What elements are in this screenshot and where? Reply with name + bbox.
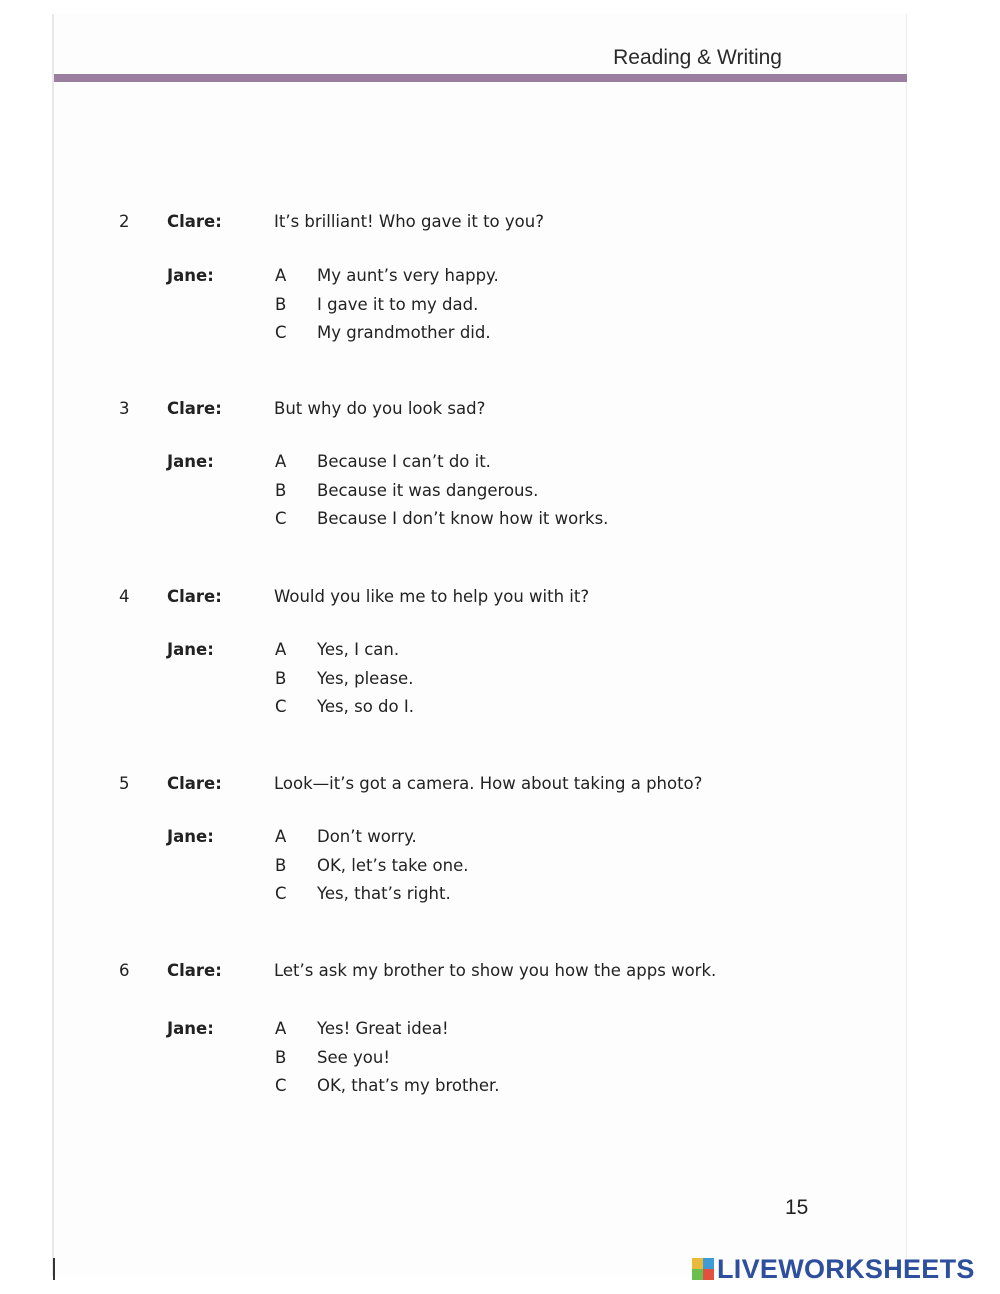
option-text: Yes, I can.	[317, 640, 400, 659]
option-text: I gave it to my dad.	[317, 295, 479, 314]
page-number: 15	[785, 1196, 809, 1219]
clare-line: Let’s ask my brother to show you how the apps work.	[274, 961, 717, 980]
option-letter: B	[275, 669, 287, 688]
scan-mark	[53, 1258, 55, 1280]
question-number: 4	[119, 587, 130, 606]
option-letter: B	[275, 1048, 287, 1067]
liveworksheets-logo-icon	[692, 1258, 714, 1280]
option-letter: A	[275, 452, 287, 471]
option-text: OK, let’s take one.	[317, 856, 469, 875]
speaker-clare: Clare:	[167, 399, 222, 418]
clare-line: It’s brilliant! Who gave it to you?	[274, 212, 544, 231]
page-edge	[52, 14, 54, 1276]
option-letter: C	[275, 509, 287, 528]
liveworksheets-brand[interactable]	[692, 1253, 975, 1285]
header-divider	[54, 74, 907, 82]
option-text: Because it was dangerous.	[317, 481, 539, 500]
speaker-jane: Jane:	[167, 640, 214, 659]
option-letter: C	[275, 323, 287, 342]
speaker-clare: Clare:	[167, 961, 222, 980]
clare-line: Would you like me to help you with it?	[274, 587, 590, 606]
option-letter: B	[275, 856, 287, 875]
question-number: 3	[119, 399, 130, 418]
clare-line: But why do you look sad?	[274, 399, 486, 418]
speaker-jane: Jane:	[167, 452, 214, 471]
speaker-jane: Jane:	[167, 266, 214, 285]
speaker-jane: Jane:	[167, 1019, 214, 1038]
option-letter: B	[275, 481, 287, 500]
speaker-clare: Clare:	[167, 587, 222, 606]
option-letter: B	[275, 295, 287, 314]
option-text: My aunt’s very happy.	[317, 266, 499, 285]
option-text: Because I can’t do it.	[317, 452, 491, 471]
option-text: Yes, that’s right.	[317, 884, 451, 903]
speaker-clare: Clare:	[167, 774, 222, 793]
question-number: 6	[119, 961, 130, 980]
option-text: Yes! Great idea!	[317, 1019, 449, 1038]
speaker-clare: Clare:	[167, 212, 222, 231]
option-text: OK, that’s my brother.	[317, 1076, 500, 1095]
speaker-jane: Jane:	[167, 827, 214, 846]
option-letter: A	[275, 640, 287, 659]
option-text: My grandmother did.	[317, 323, 491, 342]
option-letter: A	[275, 266, 287, 285]
option-letter: A	[275, 827, 287, 846]
question-number: 5	[119, 774, 130, 793]
option-text: See you!	[317, 1048, 390, 1067]
clare-line: Look—it’s got a camera. How about taking a photo?	[274, 774, 703, 793]
option-text: Yes, so do I.	[317, 697, 414, 716]
section-title: Reading & Writing	[613, 46, 782, 69]
option-letter: A	[275, 1019, 287, 1038]
option-text: Don’t worry.	[317, 827, 417, 846]
option-text: Yes, please.	[317, 669, 414, 688]
option-letter: C	[275, 1076, 287, 1095]
brand-name: LIVEWORKSHEETS	[717, 1253, 975, 1284]
option-letter: C	[275, 697, 287, 716]
option-letter: C	[275, 884, 287, 903]
option-text: Because I don’t know how it works.	[317, 509, 609, 528]
question-number: 2	[119, 212, 130, 231]
